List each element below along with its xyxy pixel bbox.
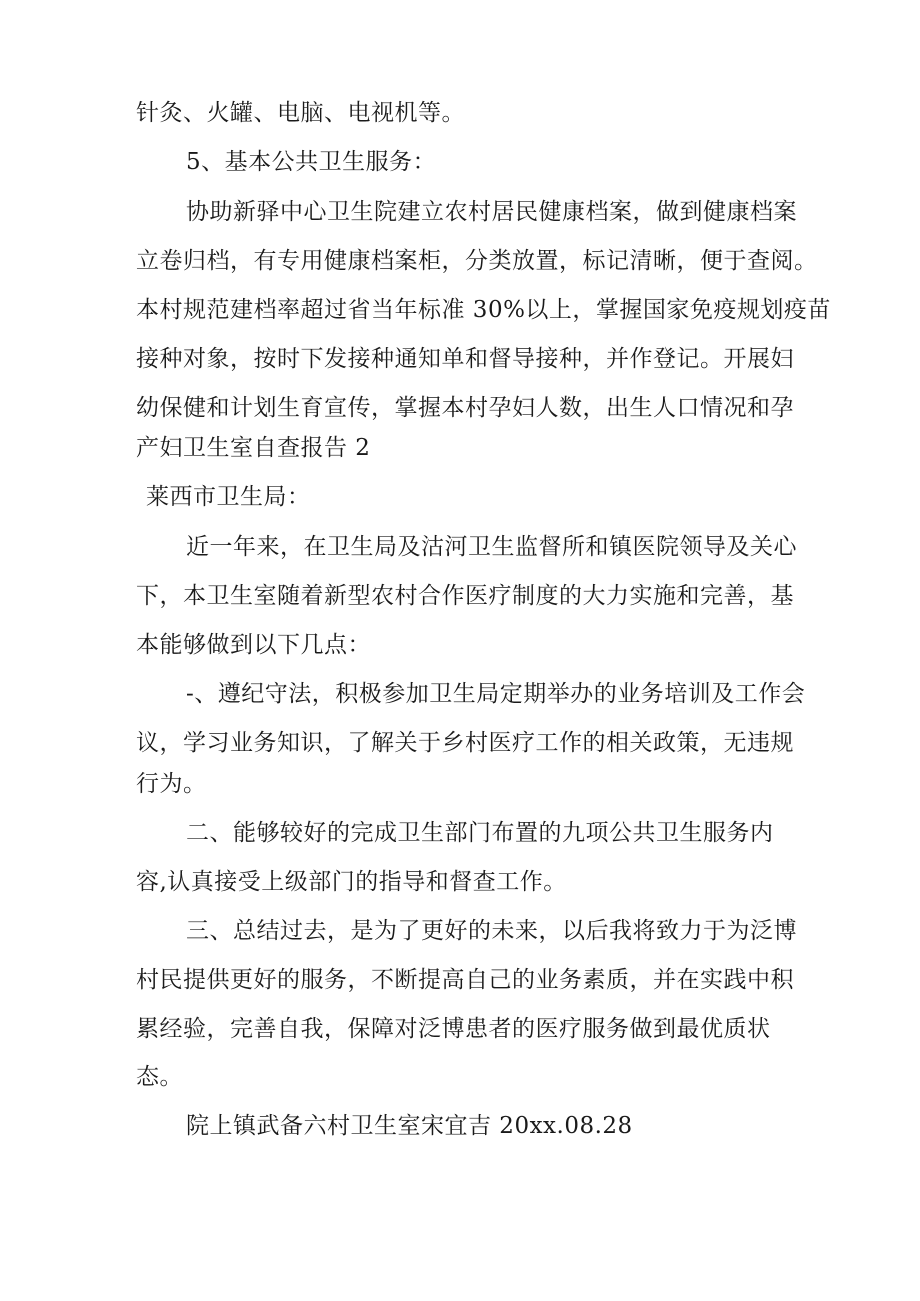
text-line: 三、总结过去，是为了更好的未来，以后我将致力于为泛博 [186,918,797,944]
text-line: 行为。 [136,771,207,797]
text-line: -、遵纪守法，积极参加卫生局定期举办的业务培训及工作会 [186,681,806,707]
text-line: 村民提供更好的服务，不断提高自己的业务素质，并在实践中积 [136,967,794,993]
text-line: 容,认真接受上级部门的指导和督查工作。 [136,869,567,895]
text-line: 幼保健和计划生育宣传，掌握本村孕妇人数，出生人口情况和孕 [136,395,794,421]
text-line: 协助新驿中心卫生院建立农村居民健康档案，做到健康档案 [186,199,797,225]
text-line: 累经验，完善自我，保障对泛博患者的医疗服务做到最优质状 [136,1016,771,1042]
text-line: 下，本卫生室随着新型农村合作医疗制度的大力实施和完善，基 [136,583,794,609]
text-line: 二、能够较好的完成卫生部门布置的九项公共卫生服务内 [186,820,774,846]
text-line: 议，学习业务知识，了解关于乡村医疗工作的相关政策，无违规 [136,730,794,756]
signature-line: 院上镇武备六村卫生室宋宜吉 20xx.08.28 [186,1113,633,1139]
text-line: 近一年来，在卫生局及沽河卫生监督所和镇医院领导及关心 [186,534,797,560]
salutation: 莱西市卫生局： [146,484,311,510]
report-title: 产妇卫生室自查报告 2 [136,435,371,461]
text-line: 态。 [136,1064,183,1090]
text-line: 本村规范建档率超过省当年标准 30%以上，掌握国家免疫规划疫苗 [136,297,831,323]
text-line: 本能够做到以下几点： [136,632,371,658]
section-heading: 5、基本公共卫生服务： [186,149,437,175]
text-line: 接种对象，按时下发接种通知单和督导接种，并作登记。开展妇 [136,346,794,372]
text-line: 针灸、火罐、电脑、电视机等。 [136,100,465,126]
text-line: 立卷归档，有专用健康档案柜，分类放置，标记清晰，便于查阅。 [136,248,818,274]
